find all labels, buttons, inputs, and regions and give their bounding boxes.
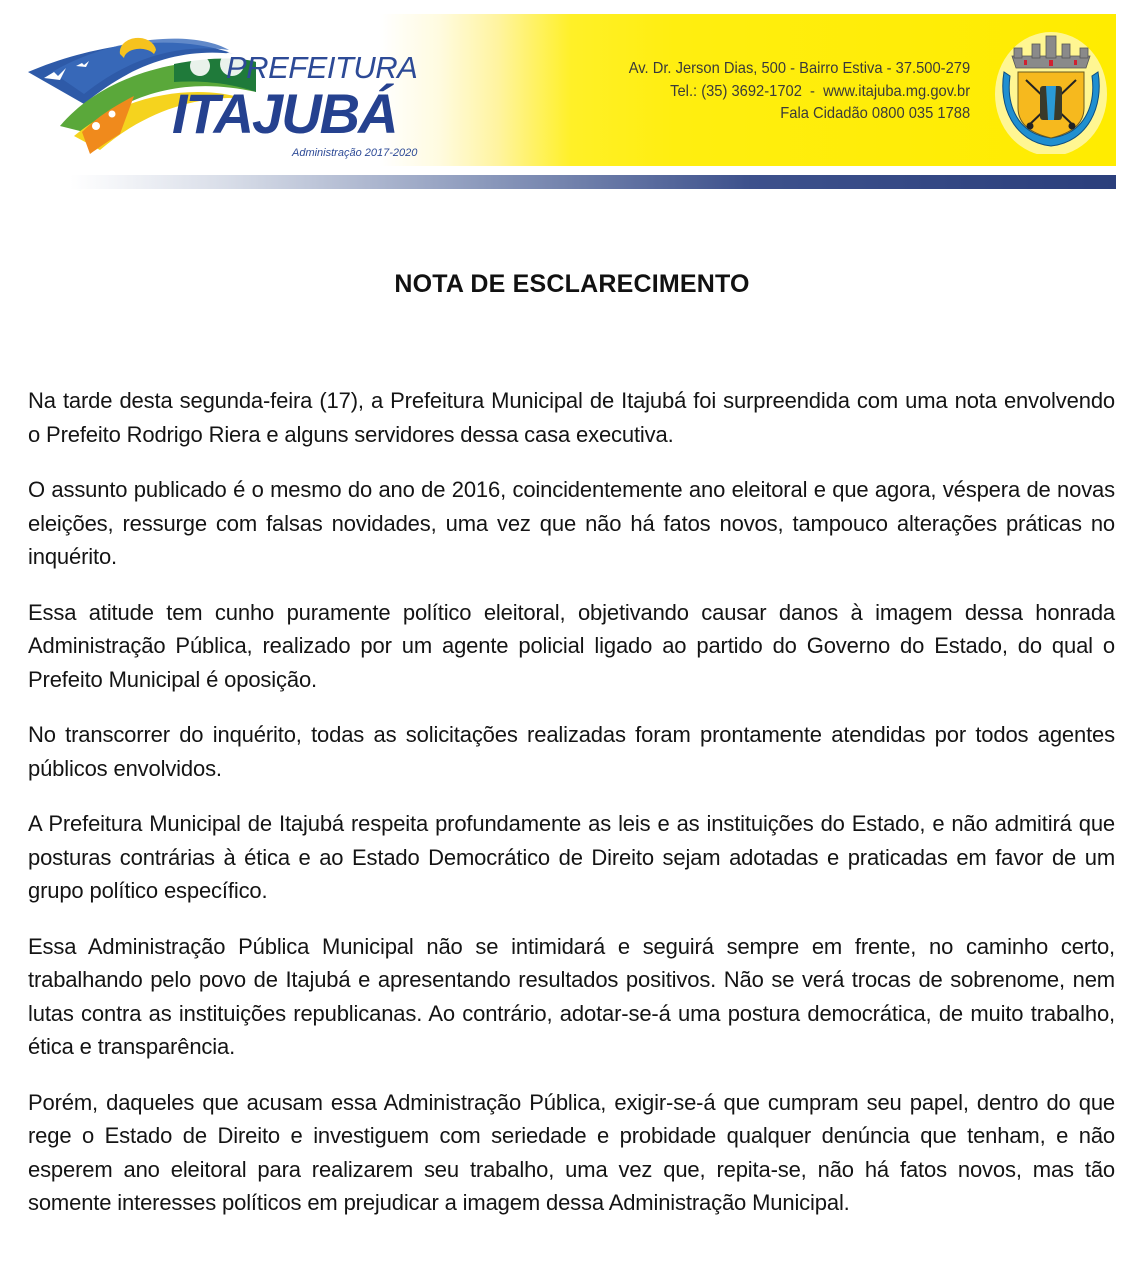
logo-person-icon [109,111,116,118]
letterhead-divider-bar [70,175,1116,189]
logo-tagline: Administração 2017-2020 [292,147,418,159]
paragraph: Porém, daqueles que acusam essa Administração Pública, exigir-se-á que cumpram seu papel, dentro do que rege o Estado de Direito e investiguem com seriedade e probidade qualquer denúncia que tenham, e não esperem ano eleitoral para realizarem seu trabalho, uma vez que, repita-se, não há fatos novos, mas tão somente interesses políticos em prejudicar a imagem dessa Administração Municipal. [28,1089,1115,1215]
contact-address: Av. Dr. Jerson Dias, 500 - Bairro Estiva - 37.500-279 [628,60,970,77]
paragraph: Na tarde desta segunda-feira (17), a Prefeitura Municipal de Itajubá foi surpreendida com uma nota envolvendo o Prefeito Rodrigo Riera e alguns servidores dessa casa executiva. [28,388,1115,447]
contact-phone-website: Tel.: (35) 3692-1702 - www.itajuba.mg.gov.br [669,82,970,100]
logo-word-itajuba: ITAJUBÁ [172,82,397,145]
crest-window [1049,60,1053,66]
paragraph: No transcorrer do inquérito, todas as solicitações realizadas foram prontamente atendidas por todos agentes públicos envolvidos. [28,722,1115,781]
paragraph: A Prefeitura Municipal de Itajubá respeita profundamente as leis e as instituições do Estado, e não admitirá que posturas contrárias à ética e ao Estado Democrático de Direito sejam adotadas e praticadas em favor de um grupo político específico. [28,811,1115,903]
crest-window [1024,60,1027,65]
paragraph: Essa atitude tem cunho puramente político eleitoral, objetivando causar danos à imagem dessa honrada Administração Pública, realizado por um agente policial ligado ao partido do Governo do Estado, do qual o Prefeito Municipal é oposição. [28,599,1115,692]
document-body [28,384,1115,1242]
contact-hotline: Fala Cidadão 0800 035 1788 [780,105,970,122]
crest-sword-hilt [1027,123,1034,130]
paragraph: O assunto publicado é o mesmo do ano de 2016, coincidentemente ano eleitoral e que agora, véspera de novas eleições, ressurge com falsas novidades, uma vez que não há fatos novos, tampouco alterações práticas no inquérito. [28,477,1115,569]
document-title: NOTA DE ESCLARECIMENTO [394,270,750,298]
letterhead [0,0,1144,200]
crest-sword-hilt [1069,123,1076,130]
paragraph: Essa Administração Pública Municipal não se intimidará e seguirá sempre em frente, no caminho certo, trabalhando pelo povo de Itajubá e apresentando resultados positivos. Não se verá trocas de sobrenome, nem lutas contra as instituições republicanas. Ao contrário, adotar-se-á uma postura democrática, de muito trabalho, ética e transparência. [28,933,1115,1059]
coat-of-arms-icon [994,26,1108,154]
contact-block [629,58,970,126]
logo-word-prefeitura: PREFEITURA [226,50,418,85]
logo-tree-icon [190,56,210,76]
crest-window [1074,60,1077,65]
logo-person-icon [92,122,100,130]
